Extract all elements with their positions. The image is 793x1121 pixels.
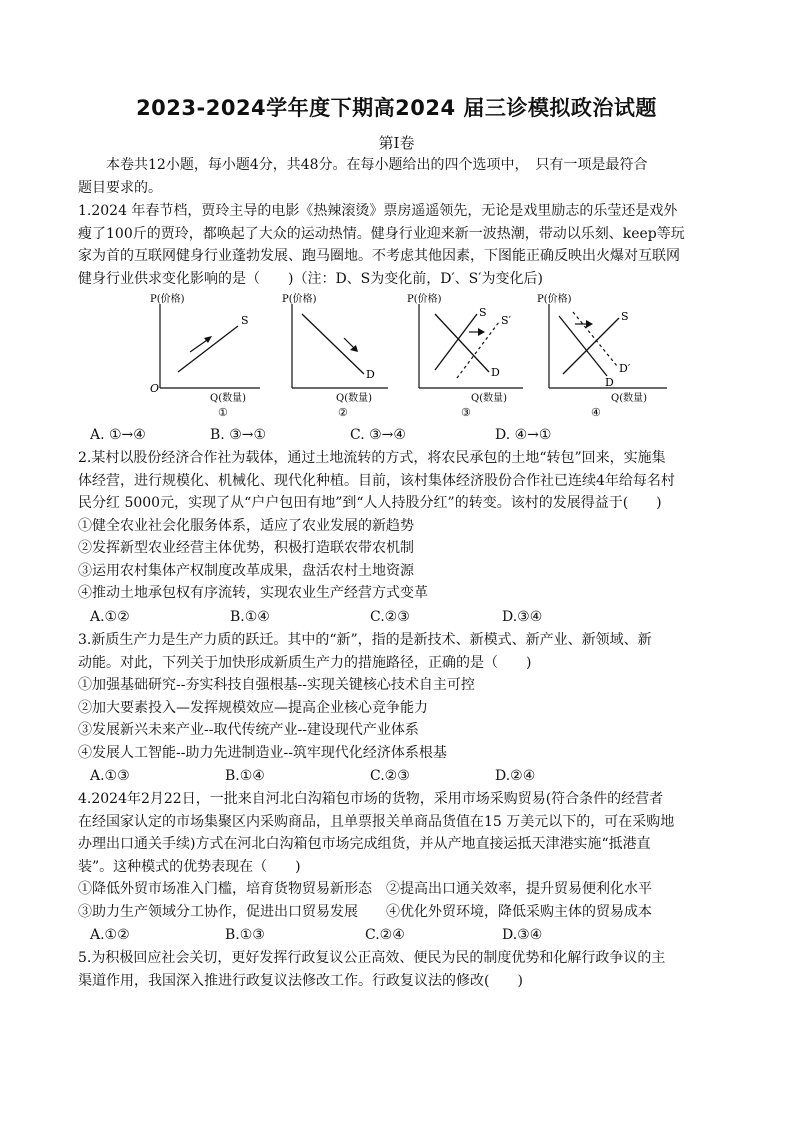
y-axis-label: P(价格) [150, 294, 185, 305]
option-b[interactable]: B. ③→① [210, 427, 267, 443]
option-c[interactable]: C.②④ [365, 927, 405, 943]
statement-item: ①加强基础研究--夯实科技自强根基--实现关键核心技术自主可控 [78, 677, 475, 693]
question-2-options [90, 609, 730, 629]
supply-label: S [621, 310, 629, 323]
demand-label: D [605, 376, 614, 389]
origin-label: O [150, 382, 160, 395]
question-2-stem [78, 447, 718, 605]
demand-label: D [366, 368, 375, 381]
option-d[interactable]: D.②④ [495, 768, 536, 784]
option-d[interactable]: D.③④ [502, 927, 543, 943]
question-line: 装”。这种模式的优势表现在（ ) [78, 858, 301, 875]
y-axis-label: P(价格) [407, 294, 442, 305]
instructions [78, 154, 718, 199]
question-line: 1.2024 年春节档，贾玲主导的电影《热辣滚烫》票房遥遥领先，无论是戏里励志的乐莹还是戏外 [78, 203, 678, 219]
supply-label: S [241, 314, 249, 327]
demand-curve [559, 316, 607, 376]
x-axis-label: Q(数量) [611, 393, 648, 404]
question-line: 4.2024年2月22日，一批来自河北白沟箱包市场的货物，采用市场采购贸易(符合条件的经营者 [78, 791, 664, 807]
question-1-stem [78, 200, 718, 290]
question-line: 民分红 5000元，实现了从“户户包田有地”到“人人持股分红”的转变。该村的发展得益于( ) [78, 495, 662, 511]
question-1-options [90, 427, 730, 447]
demand-label: D [491, 366, 500, 379]
question-3-stem [78, 629, 718, 764]
question-line: 在经国家认定的市场集聚区内采购商品，且单票报关单商品货值在15 万美元以下的，可在采购地 [78, 813, 675, 830]
instruction-line: 题目要求的。 [78, 179, 162, 196]
option-b[interactable]: B.①③ [225, 927, 265, 943]
option-b[interactable]: B.①④ [230, 609, 270, 625]
new-supply-label: S′ [501, 314, 512, 327]
section-heading: 第Ⅰ卷 [378, 134, 415, 152]
option-c[interactable]: C.②③ [370, 768, 410, 784]
demand-curve [435, 314, 489, 372]
graph-number-label: ① [218, 406, 228, 418]
statement-item: ③发展新兴未来产业--取代传统产业--建设现代产业体系 [78, 722, 419, 738]
option-a[interactable]: A.①③ [90, 768, 130, 784]
statement-item: ④发展人工智能--助力先进制造业--筑牢现代化经济体系根基 [78, 744, 447, 761]
graph-number-label: ④ [591, 406, 601, 418]
supply-demand-graph-2 [280, 292, 395, 418]
option-d[interactable]: D. ④→① [495, 427, 552, 443]
x-axis-label: Q(数量) [471, 393, 508, 404]
x-axis-label: Q(数量) [210, 393, 247, 404]
question-line: 健身行业供求变化影响的是（ )（注：D、S为变化前，D′、S′为变化后) [78, 270, 543, 287]
supply-demand-graph-3 [405, 292, 530, 418]
statement-item: ③运用农村集体产权制度改革成果，盘活农村土地资源 [78, 562, 414, 579]
graph-number-label: ③ [461, 406, 471, 418]
supply-label: S [479, 306, 487, 319]
question-line: 瘦了100斤的贾玲，都唤起了大众的运动热情。健身行业迎来新一波热潮，带动以乐刻、keep等玩 [78, 225, 685, 242]
y-axis-label: P(价格) [537, 294, 572, 305]
option-a[interactable]: A. ①→④ [90, 427, 146, 443]
statement-item: ①健全农业社会化服务体系，适应了农业发展的新趋势 [78, 517, 414, 534]
statement-item: ①降低外贸市场准入门槛，培育货物贸易新形态 ②提高出口通关效率，提升贸易便利化水平 [78, 881, 652, 897]
question-5-stem [78, 947, 718, 992]
question-line: 5.为积极回应社会关切，更好发挥行政复议公正高效、便民为民的制度优势和化解行政争议的主 [78, 950, 666, 966]
supply-curve [178, 326, 238, 372]
question-line: 家为首的互联网健身行业蓬勃发展、跑马圈地。不考虑其他因素，下图能正确反映出火爆对互联网 [78, 248, 680, 264]
supply-curve [435, 314, 477, 370]
option-b[interactable]: B.①④ [225, 768, 265, 784]
statement-item: ③助力生产领域分工协作，促进出口贸易发展 ④优化外贸环境，降低采购主体的贸易成本 [78, 903, 652, 920]
option-a[interactable]: A.①② [90, 927, 130, 943]
option-a[interactable]: A.①② [90, 609, 130, 625]
option-c[interactable]: C. ③→④ [350, 427, 406, 443]
exam-title: 2023-2024学年度下期高2024 届三诊模拟政治试题 [136, 96, 657, 120]
question-line: 办理出口通关手续)方式在河北白沟箱包市场完成组货，并从产地直接运抵天津港实施“抵港直 [78, 836, 651, 852]
option-c[interactable]: C.②③ [370, 609, 410, 625]
new-demand-label: D′ [619, 362, 631, 375]
supply-demand-graph-1 [140, 292, 270, 418]
question-line: 渠道作用，我国深入推进行政复议法修改工作。行政复议法的修改( ) [78, 972, 523, 989]
statement-item: ②加大要素投入—发挥规模效应—提高企业核心竞争能力 [78, 699, 428, 716]
graph-number-label: ② [338, 406, 348, 418]
supply-curve [563, 318, 619, 374]
question-4-stem [78, 788, 718, 923]
instruction-line: 本卷共12小题，每小题4分，共48分。在每小题给出的四个选项中， 只有一项是最符合 [78, 157, 648, 173]
question-3-options [90, 768, 730, 788]
question-4-options [90, 927, 730, 947]
option-d[interactable]: D.③④ [502, 609, 543, 625]
demand-curve [302, 314, 364, 374]
y-axis-label: P(价格) [282, 294, 317, 305]
question-line: 2.某村以股份经济合作社为载体，通过土地流转的方式，将农民承包的土地“转包”回来，实施集 [78, 450, 666, 466]
statement-item: ②发挥新型农业经营主体优势，积极打造联农带农机制 [78, 540, 414, 556]
x-axis-label: Q(数量) [336, 393, 373, 404]
statement-item: ④推动土地承包权有序流转，实现农业生产经营方式变革 [78, 585, 428, 601]
question-line: 3.新质生产力是生产力质的跃迁。其中的“新”，指的是新技术、新模式、新产业、新领域、新 [78, 632, 652, 648]
question-line: 动能。对此，下列关于加快形成新质生产力的措施路径，正确的是（ ) [78, 654, 532, 671]
supply-demand-graph-4 [535, 292, 675, 418]
question-line: 体经营，进行规模化、机械化、现代化种植。目前，该村集体经济股份合作社已连续4年给每名村 [78, 472, 675, 489]
